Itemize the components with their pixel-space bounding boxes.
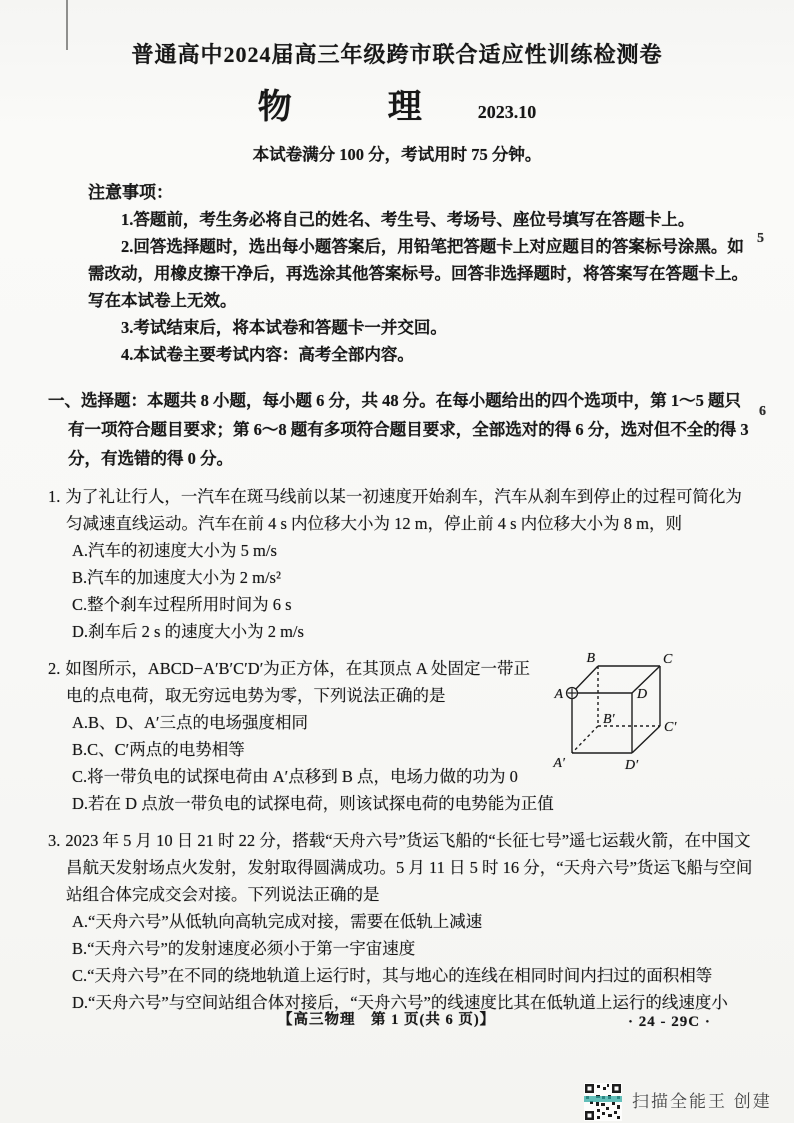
option-1d: D.刹车后 2 s 的速度大小为 2 m/s [72, 622, 304, 641]
subject-char-1: 物 [257, 89, 292, 126]
option-3b: B.“天舟六号”的发射速度必须小于第一宇宙速度 [72, 939, 416, 958]
vertex-label-D: D [637, 687, 648, 702]
question-3-number: 3. [48, 831, 61, 850]
vertex-label-C: C [663, 652, 673, 667]
section-1-header: 一、选择题：本题共 8 小题，每小题 6 分，共 48 分。在每小题给出的四个选项中，第 1～5 题只有一项符合题目要求；第 6～8 题有多项符合题目要求，全部选对的得 6 分，选对但不全的得 3 分，有选错的得 0 分。 [48, 391, 749, 468]
option-3a: A.“天舟六号”从低轨向高轨完成对接，需要在低轨上减速 [72, 912, 483, 931]
notice-item-1: 1.答题前，考生务必将自己的姓名、考生号、考场号、座位号填写在答题卡上。 [121, 210, 695, 229]
question-2-text: 如图所示，ABCD−A′B′C′D′为正方体，在其顶点 A 处固定一带正电的点电荷，取无穷远电势为零，下列说法正确的是 [65, 659, 531, 705]
option-1c: C.整个刹车过程所用时间为 6 s [72, 595, 292, 614]
option-2a: A.B、D、A′三点的电场强度相同 [72, 713, 308, 732]
footer-page-label: 【高三物理 第 1 页(共 6 页)】 [278, 1012, 496, 1028]
question-3 [48, 827, 756, 1016]
option-3c: C.“天舟六号”在不同的绕地轨道上运行时，其与地心的连线在相同时间内扫过的面积相等 [72, 966, 713, 985]
question-3-stem [48, 827, 756, 908]
notices-header: 注意事项： [88, 183, 173, 202]
question-3-options [72, 908, 756, 1016]
vertex-label-B2: B′ [603, 712, 615, 727]
question-2 [48, 651, 756, 817]
question-1-options [72, 537, 756, 645]
cube-figure [551, 651, 756, 773]
option-1a: A.汽车的初速度大小为 5 m/s [72, 541, 277, 560]
exam-title: 普通高中2024届高三年级跨市联合适应性训练检测卷 [131, 42, 663, 67]
option-2c: C.将一带负电的试探电荷由 A′点移到 B 点，电场力做的功为 0 [72, 767, 518, 786]
option-2b: B.C、C′两点的电势相等 [72, 740, 245, 759]
notices-block [38, 179, 756, 368]
question-1 [48, 483, 756, 645]
exam-date: 2023.10 [477, 101, 537, 122]
edge-bleed-digit-top: 5 [757, 231, 764, 246]
notice-item-2: 2.回答选择题时，选出每小题答案后，用铅笔把答题卡上对应题目的答案标号涂黑。如需改动，用橡皮擦干净后，再选涂其他答案标号。回答非选择题时，将答案写在答题卡上。写在本试卷上无效。 [88, 237, 748, 310]
question-1-stem [48, 483, 756, 537]
notice-item-4: 4.本试卷主要考试内容：高考全部内容。 [121, 345, 414, 364]
qr-code-icon [584, 1083, 622, 1121]
vertex-label-C2: C′ [664, 720, 677, 735]
subject-row [38, 79, 756, 125]
vertex-label-B: B [586, 651, 595, 666]
positive-charge-icon [567, 688, 578, 699]
vertex-label-D2: D′ [625, 758, 639, 773]
scanner-watermark-text: 扫描全能王 创建 [632, 1092, 772, 1111]
subject-char-2: 理 [387, 89, 422, 126]
option-1b: B.汽车的加速度大小为 2 m/s² [72, 568, 281, 587]
scan-artifact-line [66, 0, 68, 50]
question-1-text: 为了礼让行人，一汽车在斑马线前以某一初速度开始刹车，汽车从刹车到停止的过程可简化为匀减速直线运动。汽车在前 4 s 内位移大小为 12 m，停止前 4 s 内位移大小为 8 m，则 [65, 487, 742, 533]
question-2-number: 2. [48, 659, 61, 678]
footer-paper-code: · 24 - 29C · [628, 1014, 711, 1030]
question-3-text: 2023 年 5 月 10 日 21 时 22 分，搭载“天舟六号”货运飞船的“长征七号”遥七运载火箭，在中国文昌航天发射场点火发射，发射取得圆满成功。5 月 11 日 5 时 16 分，“天舟六号”货运飞船与空间站组合体完成交会对接。下列说法正确的是 [65, 831, 753, 904]
notice-item-3: 3.考试结束后，将本试卷和答题卡一并交回。 [121, 318, 447, 337]
vertex-label-A2: A′ [553, 756, 565, 771]
option-2d: D.若在 D 点放一带负电的试探电荷，则该试探电荷的电势能为正值 [72, 794, 554, 813]
question-1-number: 1. [48, 487, 61, 506]
exam-info: 本试卷满分 100 分，考试用时 75 分钟。 [252, 145, 542, 164]
vertex-label-A: A [554, 687, 563, 702]
edge-bleed-digit-bottom: 6 [759, 404, 766, 419]
option-3d: D.“天舟六号”与空间站组合体对接后，“天舟六号”的线速度比其在低轨道上运行的线速度小 [72, 993, 728, 1012]
